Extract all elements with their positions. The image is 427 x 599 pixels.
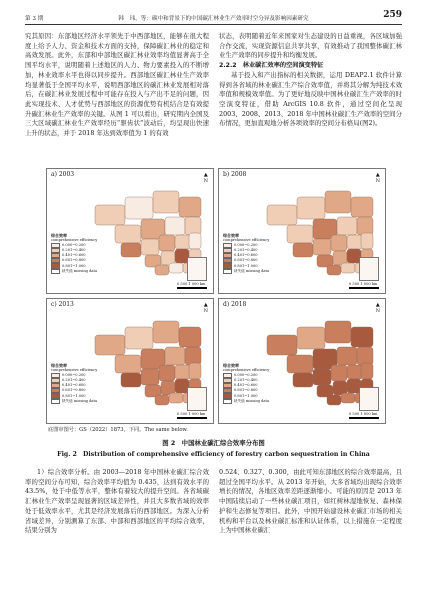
legend-label: 0.401~0.600 bbox=[62, 383, 86, 388]
legend-subtitle: comprehensive efficiency bbox=[223, 368, 270, 372]
map-legend bbox=[51, 363, 111, 404]
legend-item bbox=[51, 399, 111, 404]
legend-title: 综合效率 bbox=[51, 363, 67, 368]
legend-swatch bbox=[51, 399, 60, 404]
province-region bbox=[153, 321, 179, 343]
province-region bbox=[95, 205, 125, 225]
panel-label: b) 2008 bbox=[223, 171, 247, 178]
province-region bbox=[331, 365, 347, 381]
legend-label: 0.801~1.000 bbox=[62, 393, 86, 398]
province-region bbox=[337, 217, 357, 235]
province-region bbox=[351, 197, 373, 217]
north-arrow-icon: ▲ N bbox=[375, 172, 380, 184]
scale-bar: 0 500 1 000 km bbox=[177, 282, 207, 289]
province-region bbox=[165, 217, 185, 235]
province-region bbox=[115, 355, 141, 373]
province-region bbox=[179, 197, 201, 217]
legend-label: 0.601~0.800 bbox=[62, 258, 86, 263]
province-region bbox=[361, 363, 373, 379]
legend-subtitle: comprehensive efficiency bbox=[51, 238, 98, 242]
province-region bbox=[189, 363, 201, 379]
map-legend bbox=[51, 233, 111, 274]
province-region bbox=[297, 197, 325, 219]
province-region bbox=[121, 243, 141, 257]
province-region bbox=[125, 197, 153, 219]
right-column-top bbox=[219, 32, 402, 129]
legend-label: 缺失值 missing data bbox=[62, 398, 98, 403]
legend-title: 综合效率 bbox=[51, 233, 67, 238]
legend-subtitle: comprehensive efficiency bbox=[51, 368, 98, 372]
paragraph: 究其原因：东部地区经济水平领先于中西部地区，能够在很大程度上给予人力、资金和技术方面的支持，保障碳汇林业的稳定和高效发展。此外，东部和中部地区碳汇林业效率均值显著高于全国平均水平，说明随着上述地区的人力、物力要素投入的不断增加，林业效率水平也得以同步提升。西部地区碳汇林业生产效率均显著低于全国平均水平，说明西部地区的碳汇林业发展相对落后，在碳汇林业发展过程中可能存在投入与产出不足的问题，因此实现技术、人才优势与西部地区的资源优势有机结合是有效提升碳汇林业生产效率的关键。从图 1 可以看出，研究期内全国及三大区域碳汇林业生产效率经历“驱齿状”波动后，均呈现出快速上升的状态，并于 2018 年达到效率值为 1 的有效 bbox=[25, 32, 209, 138]
legend-label: 0.201~0.400 bbox=[234, 248, 258, 253]
province-region bbox=[175, 235, 191, 249]
province-region bbox=[141, 369, 159, 385]
south-china-sea-inset bbox=[359, 257, 379, 281]
province-region bbox=[331, 235, 347, 251]
figure-caption-zh: 图 2 中国林业碳汇综合效率分布图 bbox=[162, 439, 265, 447]
legend-title: 综合效率 bbox=[223, 233, 239, 238]
paragraph: 状态，表明随着近年来国家对生态建设的日益重视，各区域加强合作交流，实现资源信息共享共享，有效推动了我国整体碳汇林业生产效率的同步提升和均衡发展。 bbox=[219, 32, 402, 60]
province-region bbox=[313, 239, 331, 255]
province-region bbox=[95, 335, 125, 355]
running-header bbox=[25, 10, 402, 24]
legend-label: 0.801~1.000 bbox=[234, 263, 258, 268]
figure-maps bbox=[46, 168, 386, 428]
legend-title: 综合效率 bbox=[223, 363, 239, 368]
province-region bbox=[313, 369, 331, 385]
panel-label: c) 2013 bbox=[51, 301, 74, 308]
legend-label: 0.601~0.800 bbox=[62, 388, 86, 393]
legend-label: 0.801~1.000 bbox=[234, 393, 258, 398]
legend-label: 0.601~0.800 bbox=[234, 258, 258, 263]
scale-bar: 0 500 1 000 km bbox=[349, 282, 379, 289]
figure-note: 底图审图号：GS（2022）1873，下同。The same below. bbox=[48, 427, 188, 433]
province-region bbox=[153, 191, 179, 213]
province-region bbox=[175, 365, 191, 379]
legend-label: 0.801~1.000 bbox=[62, 263, 86, 268]
province-region bbox=[351, 327, 373, 347]
paragraph: 0.524、0.327、0.300，由此可知东部地区的综合效率最高，且超过全国平均水平。从 2013 年开始，大多省域均出现综合效率增长的情况，各地区效率差距逐渐缩小。可能的原因是 2013 年中国陆续启动了一些林业碳汇项目，如红树林湿地恢复、森林保护和生态修复等项目。此外，中国开始建设林业碳汇市场的相关机构和平台以及林业碳汇标准和认证体系，以上措施在一定程度上为中国林业碳汇 bbox=[219, 468, 402, 535]
legend-item bbox=[223, 269, 283, 274]
map-panel-2018 bbox=[218, 298, 386, 424]
province-region bbox=[165, 347, 185, 365]
legend-label: 0.000~0.200 bbox=[62, 372, 86, 377]
figure-caption-en: Fig. 2 Distribution of comprehensive efficiency of forestry carbon sequestration in China bbox=[57, 451, 370, 458]
south-china-sea-inset bbox=[187, 257, 207, 281]
province-region bbox=[341, 263, 355, 273]
legend-item bbox=[51, 269, 111, 274]
panel-label: a) 2003 bbox=[51, 171, 75, 178]
map-panel-2008 bbox=[218, 168, 386, 294]
legend-item bbox=[223, 399, 283, 404]
legend-label: 缺失值 missing data bbox=[62, 268, 98, 273]
legend-swatch bbox=[223, 269, 232, 274]
legend-label: 缺失值 missing data bbox=[234, 268, 270, 273]
province-region bbox=[159, 235, 175, 251]
left-column-bottom bbox=[25, 468, 209, 536]
province-region bbox=[293, 243, 313, 257]
legend-label: 0.201~0.400 bbox=[234, 378, 258, 383]
province-region bbox=[155, 395, 169, 405]
south-china-sea-inset bbox=[187, 387, 207, 411]
province-region bbox=[169, 393, 183, 403]
legend-label: 0.000~0.200 bbox=[234, 242, 258, 247]
legend-swatch bbox=[223, 399, 232, 404]
province-region bbox=[327, 395, 341, 405]
legend-label: 0.401~0.600 bbox=[62, 253, 86, 258]
province-region bbox=[297, 327, 325, 349]
province-region bbox=[347, 365, 363, 379]
province-region bbox=[155, 265, 169, 275]
legend-swatch bbox=[51, 269, 60, 274]
province-region bbox=[141, 239, 159, 255]
province-region bbox=[341, 393, 355, 403]
province-region bbox=[115, 225, 141, 243]
province-region bbox=[357, 217, 373, 235]
province-region bbox=[125, 327, 153, 349]
province-region bbox=[267, 205, 297, 225]
north-arrow-icon: ▲ N bbox=[375, 302, 380, 314]
panel-label: d) 2018 bbox=[223, 301, 247, 308]
left-column-top bbox=[25, 32, 209, 139]
legend-label: 0.201~0.400 bbox=[62, 378, 86, 383]
legend-label: 0.201~0.400 bbox=[62, 248, 86, 253]
province-region bbox=[159, 365, 175, 381]
map-panel-2003 bbox=[46, 168, 214, 294]
province-region bbox=[337, 347, 357, 365]
north-arrow-icon: ▲ N bbox=[203, 302, 208, 314]
paragraph: 1）综合效率分析。由 2003—2018 年中国林业碳汇综合效率的空间分布可知，综合效率平均值为 0.435，达到有效水平的 43.5%，处于中低等水平，整体有着较大的提升空间。各省域碳汇林业生产效率呈现显著的区域差异性，并且大多数省域的效率处于低效率水平，尤其是经济发展落后的西部地区。为深入分析省域差异，分别测算了东部、中部和西部地区的平均综合效率，结果分别为 bbox=[25, 468, 209, 535]
province-region bbox=[327, 265, 341, 275]
province-region bbox=[325, 191, 351, 213]
province-region bbox=[179, 327, 201, 347]
header-rule bbox=[25, 24, 402, 25]
province-region bbox=[185, 217, 201, 235]
legend-label: 缺失值 missing data bbox=[234, 398, 270, 403]
section-heading: 2.2.2 林业碳汇效率的空间演变特征 bbox=[219, 62, 324, 70]
map-legend bbox=[223, 233, 283, 274]
map-legend bbox=[223, 363, 283, 404]
province-region bbox=[347, 235, 363, 249]
province-region bbox=[185, 347, 201, 365]
province-region bbox=[121, 373, 141, 387]
scale-bar: 0 500 1 000 km bbox=[349, 412, 379, 419]
south-china-sea-inset bbox=[359, 387, 379, 411]
paragraph: 基于投入和产出指标的相关数据，运用 DEAP2.1 软件计算得到各省域的林业碳汇生产综合效率值，并将其分解为纯技术效率值和规模效率值。为了更好地反映中国林业碳汇生产效率的时空演变特征，借助 ArcGIS 10.8 软件，通过空间化呈现 2003、2008、2013、2018 年中国林业碳汇生产效率的空间分布情况，更加直观地分析各项效率的空间分布格局(图2)。 bbox=[219, 70, 402, 128]
province-region bbox=[361, 233, 373, 249]
page-number: 259 bbox=[383, 10, 402, 20]
province-region bbox=[189, 233, 201, 249]
province-region bbox=[287, 225, 313, 243]
legend-label: 0.401~0.600 bbox=[234, 383, 258, 388]
right-column-bottom bbox=[219, 468, 402, 536]
legend-subtitle: comprehensive efficiency bbox=[223, 238, 270, 242]
issue-number: 第 3 期 bbox=[25, 16, 44, 22]
legend-label: 0.000~0.200 bbox=[62, 242, 86, 247]
running-title: 韩 玮，等：碳中和背景下的中国碳汇林业生产效率时空分异及影响因素研究 bbox=[118, 16, 309, 22]
province-region bbox=[293, 373, 313, 387]
province-region bbox=[169, 263, 183, 273]
legend-label: 0.401~0.600 bbox=[234, 253, 258, 258]
province-region bbox=[287, 355, 313, 373]
province-region bbox=[267, 335, 297, 355]
north-arrow-icon: ▲ N bbox=[203, 172, 208, 184]
province-region bbox=[325, 321, 351, 343]
scale-bar: 0 500 1 000 km bbox=[177, 412, 207, 419]
province-region bbox=[357, 347, 373, 365]
legend-label: 0.601~0.800 bbox=[234, 388, 258, 393]
legend-label: 0.000~0.200 bbox=[234, 372, 258, 377]
map-panel-2013 bbox=[46, 298, 214, 424]
